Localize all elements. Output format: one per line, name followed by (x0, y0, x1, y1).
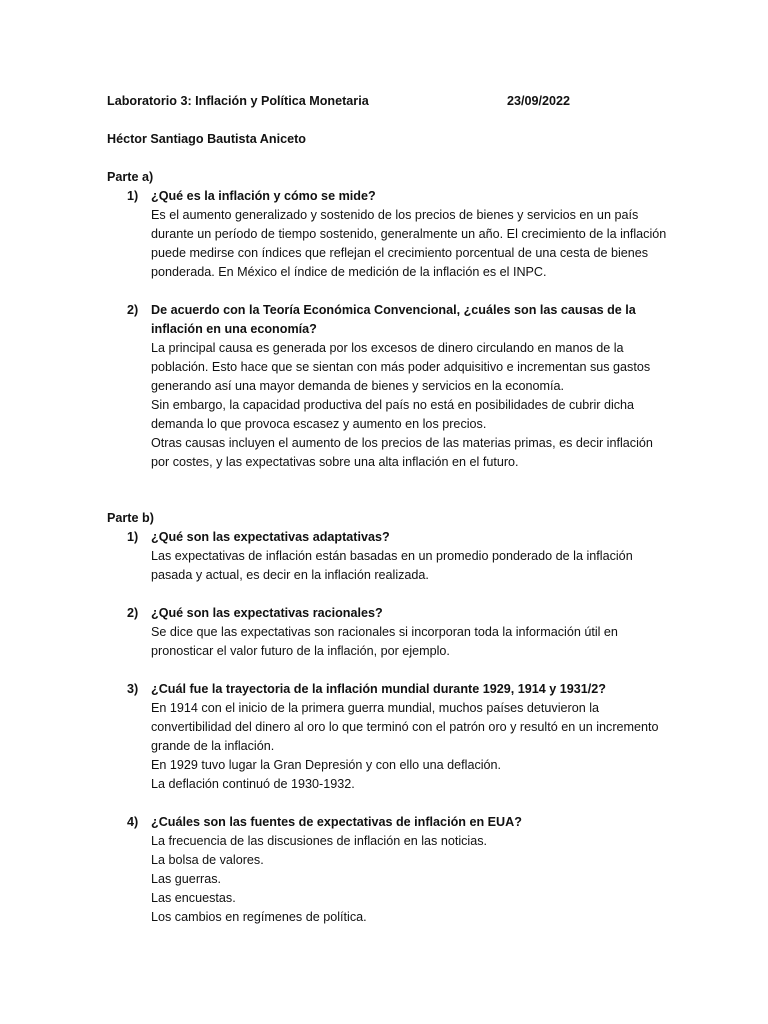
question-text: ¿Cuál fue la trayectoria de la inflación mundial durante 1929, 1914 y 1931/2? (151, 682, 606, 696)
question-text: ¿Qué son las expectativas adaptativas? (151, 530, 390, 544)
question-text: De acuerdo con la Teoría Económica Convencional, ¿cuáles son las causas de la inflación en una economía? (151, 303, 636, 336)
question-number: 2) (127, 606, 139, 620)
answer-paragraph: En 1914 con el inicio de la primera guerra mundial, muchos países detuvieron la convertibilidad del dinero al oro lo que terminó con el patrón oro y resultó en un incremento grande de la inflación. (151, 701, 659, 753)
answer-text (151, 547, 667, 585)
answer-text (151, 623, 667, 661)
answer-paragraph: Sin embargo, la capacidad productiva del país no está en posibilidades de cubrir dicha demanda lo que provoca escasez y aumento en los precios. (151, 398, 635, 431)
answer-paragraph: Otras causas incluyen el aumento de los precios de las materias primas, es decir inflación por costes, y las expectativas sobre una alta inflación en el futuro. (151, 436, 653, 469)
section-title: Parte b) (107, 511, 154, 525)
question-number: 2) (127, 303, 139, 317)
question-number: 3) (127, 682, 139, 696)
question-item (107, 604, 667, 661)
question-item (107, 680, 667, 794)
answer-paragraph: Las expectativas de inflación están basadas en un promedio ponderado de la inflación pasada y actual, es decir en la inflación realizada. (151, 549, 633, 582)
answer-paragraph: Se dice que las expectativas son racionales si incorporan toda la información útil en pronosticar el valor futuro de la inflación, por ejemplo. (151, 625, 618, 658)
answer-paragraph: Los cambios en regímenes de política. (151, 910, 367, 924)
answer-paragraph: La frecuencia de las discusiones de inflación en las noticias. (151, 834, 488, 848)
question-number: 1) (127, 530, 139, 544)
section-parte-a (107, 168, 667, 472)
document-date: 23/09/2022 (507, 94, 571, 108)
section-title: Parte a) (107, 170, 154, 184)
question-text: ¿Qué son las expectativas racionales? (151, 606, 383, 620)
section-parte-b (107, 509, 667, 927)
question-item (107, 301, 667, 472)
question-item (107, 187, 667, 282)
answer-paragraph: Las guerras. (151, 872, 222, 886)
answer-text (151, 206, 667, 282)
document-title: Laboratorio 3: Inflación y Política Monetaria (107, 94, 369, 108)
answer-text (151, 699, 667, 794)
answer-paragraph: En 1929 tuvo lugar la Gran Depresión y con ello una deflación. (151, 758, 502, 772)
answer-text (151, 339, 667, 472)
answer-paragraph: La deflación continuó de 1930-1932. (151, 777, 355, 791)
answer-paragraph: La principal causa es generada por los excesos de dinero circulando en manos de la población. Esto hace que se sientan con más poder adquisitivo e incrementan sus gastos generando así una mayor demanda de bienes y servicios en la economía. (151, 341, 651, 393)
answer-paragraph: La bolsa de valores. (151, 853, 264, 867)
question-item (107, 813, 667, 927)
author-name: Héctor Santiago Bautista Aniceto (107, 132, 306, 146)
question-text: ¿Cuáles son las fuentes de expectativas de inflación en EUA? (151, 815, 522, 829)
answer-text (151, 832, 667, 927)
question-number: 1) (127, 189, 139, 203)
answer-paragraph: Las encuestas. (151, 891, 236, 905)
question-number: 4) (127, 815, 139, 829)
question-text: ¿Qué es la inflación y cómo se mide? (151, 189, 376, 203)
answer-paragraph: Es el aumento generalizado y sostenido de los precios de bienes y servicios en un país durante un período de tiempo sostenido, generalmente un año. El crecimiento de la inflación puede medirse con índices que reflejan el crecimiento porcentual de una cesta de bienes ponderada. En México el índice de medición de la inflación es el INPC. (151, 208, 667, 279)
question-item (107, 528, 667, 585)
